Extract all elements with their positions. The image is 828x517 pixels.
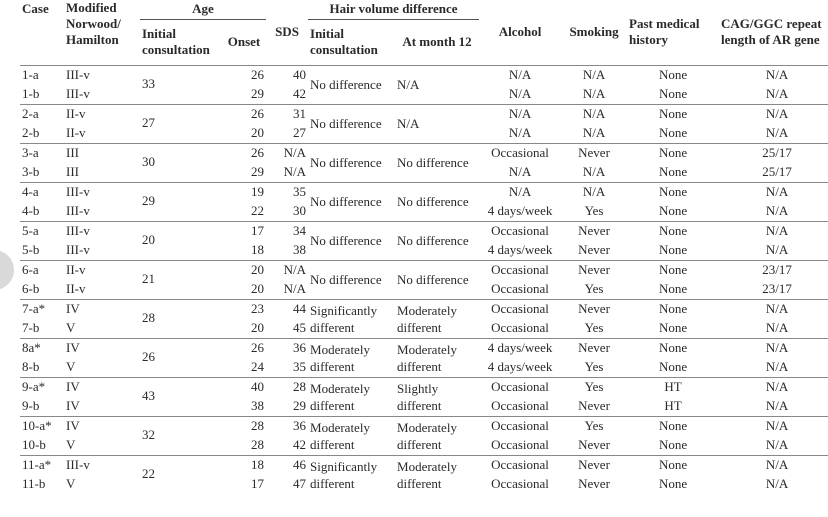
case-cell: 9-a* <box>20 377 64 397</box>
sds-cell: 40 <box>266 65 308 85</box>
norwood-cell: IV <box>64 299 140 319</box>
smoking-cell: N/A <box>582 124 606 140</box>
cag-cell: N/A <box>765 436 789 452</box>
norwood-cell: III-v <box>64 221 140 241</box>
case-cell: 10-b <box>22 436 46 452</box>
cag-cell: N/A <box>765 397 789 413</box>
history-cell: None <box>627 455 719 475</box>
alcohol-cell: 4 days/week <box>487 358 553 374</box>
alcohol-cell: 4 days/week <box>479 338 561 358</box>
hair-month12-cell: Moderately different <box>395 416 479 455</box>
table-row <box>20 338 828 358</box>
alcohol-cell: Occasional <box>491 475 549 491</box>
history-cell: None <box>627 182 719 202</box>
alcohol-cell: N/A <box>479 182 561 202</box>
cag-cell: N/A <box>765 319 789 335</box>
age-initial-cell: 32 <box>140 416 222 455</box>
smoking-cell: N/A <box>582 85 606 101</box>
case-cell: 2-b <box>22 124 40 140</box>
cag-cell: N/A <box>765 124 789 140</box>
alcohol-cell: Occasional <box>479 143 561 163</box>
case-cell: 11-b <box>22 475 46 491</box>
history-cell: None <box>658 280 688 296</box>
sds-cell: 36 <box>266 338 308 358</box>
sds-cell: 44 <box>266 299 308 319</box>
onset-cell: 20 <box>222 260 266 280</box>
case-cell: 7-a* <box>20 299 64 319</box>
age-initial-cell: 20 <box>140 221 222 260</box>
age-initial-cell: 30 <box>140 143 222 182</box>
smoking-cell: Yes <box>561 377 627 397</box>
case-cell: 1-b <box>22 85 40 101</box>
table-row <box>20 377 828 397</box>
sds-cell: 29 <box>293 397 307 413</box>
alcohol-cell: 4 days/week <box>487 241 553 257</box>
onset-cell: 20 <box>251 319 265 335</box>
onset-cell: 17 <box>251 475 265 491</box>
smoking-cell: Never <box>561 221 627 241</box>
header-sds: SDS <box>275 24 299 39</box>
case-cell: 7-b <box>22 319 40 335</box>
header-smoking: Smoking <box>569 24 619 39</box>
table-row <box>20 299 828 319</box>
smoking-cell: Never <box>561 299 627 319</box>
table-row <box>20 455 828 475</box>
cag-cell: N/A <box>719 221 828 241</box>
sds-cell: 47 <box>293 475 307 491</box>
onset-cell: 29 <box>251 85 265 101</box>
table-row <box>20 104 828 124</box>
table-row <box>20 65 828 85</box>
history-cell: HT <box>664 397 682 413</box>
smoking-cell: Yes <box>584 358 604 374</box>
sds-cell: 35 <box>293 358 307 374</box>
history-cell: None <box>658 358 688 374</box>
sds-cell: 46 <box>266 455 308 475</box>
sds-cell: 27 <box>293 124 307 140</box>
age-initial-cell: 22 <box>140 455 222 494</box>
onset-cell: 40 <box>222 377 266 397</box>
smoking-cell: Never <box>561 143 627 163</box>
onset-cell: 28 <box>222 416 266 436</box>
cag-cell: 23/17 <box>762 280 792 296</box>
norwood-cell: V <box>66 475 76 491</box>
sds-cell: 31 <box>266 104 308 124</box>
cag-cell: N/A <box>765 202 789 218</box>
smoking-cell: N/A <box>561 104 627 124</box>
onset-cell: 24 <box>251 358 265 374</box>
alcohol-cell: Occasional <box>491 319 549 335</box>
norwood-cell: III-v <box>64 455 140 475</box>
sds-cell: 28 <box>266 377 308 397</box>
onset-cell: 38 <box>251 397 265 413</box>
cag-cell: N/A <box>765 475 789 491</box>
norwood-cell: IV <box>64 338 140 358</box>
smoking-cell: N/A <box>582 163 606 179</box>
hair-month12-cell: N/A <box>395 104 479 143</box>
cag-cell: N/A <box>719 182 828 202</box>
history-cell: None <box>627 260 719 280</box>
age-initial-cell: 26 <box>140 338 222 377</box>
cag-cell: N/A <box>719 338 828 358</box>
onset-cell: 20 <box>251 124 265 140</box>
case-cell: 3-b <box>22 163 40 179</box>
age-initial-cell: 29 <box>140 182 222 221</box>
hair-month12-cell: Slightly different <box>395 377 479 416</box>
alcohol-cell: Occasional <box>479 221 561 241</box>
norwood-cell: III <box>66 163 79 179</box>
header-age: Age <box>140 0 266 19</box>
hair-initial-cell: No difference <box>308 143 395 182</box>
history-cell: None <box>658 241 688 257</box>
hair-month12-cell: Moderately different <box>395 455 479 494</box>
case-cell: 10-a* <box>20 416 64 436</box>
cag-cell: 25/17 <box>719 143 828 163</box>
smoking-cell: Yes <box>584 280 604 296</box>
sds-cell: 30 <box>293 202 307 218</box>
history-cell: None <box>658 475 688 491</box>
table-row <box>20 221 828 241</box>
hair-initial-cell: No difference <box>308 104 395 143</box>
norwood-cell: III-v <box>66 241 90 257</box>
cag-cell: N/A <box>765 241 789 257</box>
table-row <box>20 416 828 436</box>
sds-cell: 42 <box>293 436 307 452</box>
alcohol-cell: 4 days/week <box>487 202 553 218</box>
history-cell: None <box>658 85 688 101</box>
sds-cell: 42 <box>293 85 307 101</box>
case-cell: 11-a* <box>20 455 64 475</box>
header-alcohol: Alcohol <box>498 24 542 39</box>
cag-cell: 25/17 <box>762 163 792 179</box>
history-cell: None <box>658 124 688 140</box>
hair-initial-cell: Moderately different <box>308 377 395 416</box>
norwood-cell: II-v <box>66 280 86 296</box>
alcohol-cell: Occasional <box>479 416 561 436</box>
norwood-cell: IV <box>66 397 80 413</box>
onset-cell: 17 <box>222 221 266 241</box>
sds-cell: N/A <box>283 280 307 296</box>
alcohol-cell: Occasional <box>479 260 561 280</box>
case-cell: 8a* <box>20 338 64 358</box>
table-row <box>20 260 828 280</box>
header-hair-volume: Hair volume difference <box>308 0 479 19</box>
onset-cell: 19 <box>222 182 266 202</box>
header-age-onset: Onset <box>227 33 261 49</box>
hair-month12-cell: Moderately different <box>395 338 479 377</box>
onset-cell: 18 <box>251 241 265 257</box>
history-cell: None <box>658 202 688 218</box>
onset-cell: 22 <box>251 202 265 218</box>
smoking-cell: N/A <box>561 65 627 85</box>
case-cell: 1-a <box>20 65 64 85</box>
norwood-cell: IV <box>64 416 140 436</box>
case-cell: 5-b <box>22 241 40 257</box>
sds-cell: 38 <box>293 241 307 257</box>
header-hair-month12: At month 12 <box>402 33 472 49</box>
hair-month12-cell: No difference <box>395 221 479 260</box>
hair-month12-cell: Moderately different <box>395 299 479 338</box>
header-age-initial: Initial consultation <box>142 26 210 58</box>
smoking-cell: Never <box>578 241 610 257</box>
history-cell: None <box>658 319 688 335</box>
alcohol-cell: Occasional <box>491 436 549 452</box>
case-cell: 6-a <box>20 260 64 280</box>
onset-cell: 28 <box>251 436 265 452</box>
onset-cell: 29 <box>251 163 265 179</box>
hair-initial-cell: No difference <box>308 182 395 221</box>
alcohol-cell: N/A <box>479 65 561 85</box>
hair-initial-cell: Moderately different <box>308 338 395 377</box>
sds-cell: 35 <box>266 182 308 202</box>
history-cell: None <box>627 65 719 85</box>
hair-initial-cell: No difference <box>308 221 395 260</box>
history-cell: None <box>627 338 719 358</box>
alcohol-cell: Occasional <box>479 299 561 319</box>
header-cag: CAG/GGC repeat length of AR gene <box>721 16 822 48</box>
hair-month12-cell: No difference <box>395 182 479 221</box>
cag-cell: N/A <box>765 358 789 374</box>
age-initial-cell: 28 <box>140 299 222 338</box>
cag-cell: N/A <box>719 377 828 397</box>
cag-cell: N/A <box>719 416 828 436</box>
history-cell: None <box>627 299 719 319</box>
age-initial-cell: 21 <box>140 260 222 299</box>
smoking-cell: Never <box>578 397 610 413</box>
twin-case-table <box>20 0 828 494</box>
onset-cell: 23 <box>222 299 266 319</box>
hair-month12-cell: N/A <box>395 65 479 104</box>
history-cell: None <box>627 416 719 436</box>
sds-cell: 45 <box>293 319 307 335</box>
cag-cell: N/A <box>765 85 789 101</box>
case-cell: 9-b <box>22 397 40 413</box>
history-cell: None <box>658 163 688 179</box>
history-cell: None <box>627 104 719 124</box>
cag-cell: N/A <box>719 104 828 124</box>
alcohol-cell: Occasional <box>491 397 549 413</box>
onset-cell: 26 <box>222 338 266 358</box>
smoking-cell: Never <box>561 260 627 280</box>
sds-cell: 34 <box>266 221 308 241</box>
case-cell: 3-a <box>20 143 64 163</box>
norwood-cell: II-v <box>64 104 140 124</box>
case-cell: 4-b <box>22 202 40 218</box>
case-cell: 6-b <box>22 280 40 296</box>
alcohol-cell: N/A <box>508 85 532 101</box>
cag-cell: N/A <box>719 65 828 85</box>
history-cell: None <box>627 143 719 163</box>
norwood-cell: V <box>66 319 76 335</box>
smoking-cell: Never <box>578 475 610 491</box>
header-history: Past medical history <box>629 16 700 48</box>
header-norwood: Modified Norwood/ Hamilton <box>66 0 121 47</box>
norwood-cell: III-v <box>66 85 90 101</box>
hair-initial-cell: No difference <box>308 260 395 299</box>
smoking-cell: Yes <box>584 202 604 218</box>
norwood-cell: III <box>64 143 140 163</box>
sds-cell: N/A <box>283 163 307 179</box>
smoking-cell: Never <box>561 455 627 475</box>
sds-cell: 36 <box>266 416 308 436</box>
alcohol-cell: N/A <box>508 124 532 140</box>
hair-initial-cell: Moderately different <box>308 416 395 455</box>
hair-month12-cell: No difference <box>395 260 479 299</box>
onset-cell: 26 <box>222 65 266 85</box>
norwood-cell: V <box>66 436 76 452</box>
cag-cell: N/A <box>719 455 828 475</box>
history-cell: None <box>627 221 719 241</box>
smoking-cell: Yes <box>584 319 604 335</box>
table-header <box>20 0 828 65</box>
onset-cell: 20 <box>251 280 265 296</box>
cag-cell: N/A <box>719 299 828 319</box>
norwood-cell: IV <box>64 377 140 397</box>
norwood-cell: V <box>66 358 76 374</box>
age-initial-cell: 33 <box>140 65 222 104</box>
age-initial-cell: 43 <box>140 377 222 416</box>
smoking-cell: Yes <box>561 416 627 436</box>
hair-initial-cell: Significantly different <box>308 299 395 338</box>
alcohol-cell: N/A <box>508 163 532 179</box>
alcohol-cell: N/A <box>479 104 561 124</box>
table-row <box>20 182 828 202</box>
case-cell: 4-a <box>20 182 64 202</box>
hair-initial-cell: No difference <box>308 65 395 104</box>
scroll-edge-handle <box>0 250 14 290</box>
hair-month12-cell: No difference <box>395 143 479 182</box>
smoking-cell: Never <box>561 338 627 358</box>
norwood-cell: II-v <box>64 260 140 280</box>
onset-cell: 18 <box>222 455 266 475</box>
onset-cell: 26 <box>222 143 266 163</box>
table-row <box>20 143 828 163</box>
norwood-cell: III-v <box>64 65 140 85</box>
case-cell: 8-b <box>22 358 40 374</box>
sds-cell: N/A <box>266 143 308 163</box>
alcohol-cell: Occasional <box>479 377 561 397</box>
alcohol-cell: Occasional <box>479 455 561 475</box>
header-case: Case <box>22 1 49 16</box>
norwood-cell: III-v <box>66 202 90 218</box>
case-cell: 5-a <box>20 221 64 241</box>
norwood-cell: III-v <box>64 182 140 202</box>
smoking-cell: Never <box>578 436 610 452</box>
age-initial-cell: 27 <box>140 104 222 143</box>
hair-initial-cell: Significantly different <box>308 455 395 494</box>
norwood-cell: II-v <box>66 124 86 140</box>
alcohol-cell: Occasional <box>491 280 549 296</box>
sds-cell: N/A <box>266 260 308 280</box>
smoking-cell: N/A <box>561 182 627 202</box>
onset-cell: 26 <box>222 104 266 124</box>
cag-cell: 23/17 <box>719 260 828 280</box>
header-hair-initial: Initial consultation <box>310 26 378 58</box>
history-cell: HT <box>627 377 719 397</box>
table-body <box>20 65 828 494</box>
history-cell: None <box>658 436 688 452</box>
case-cell: 2-a <box>20 104 64 124</box>
